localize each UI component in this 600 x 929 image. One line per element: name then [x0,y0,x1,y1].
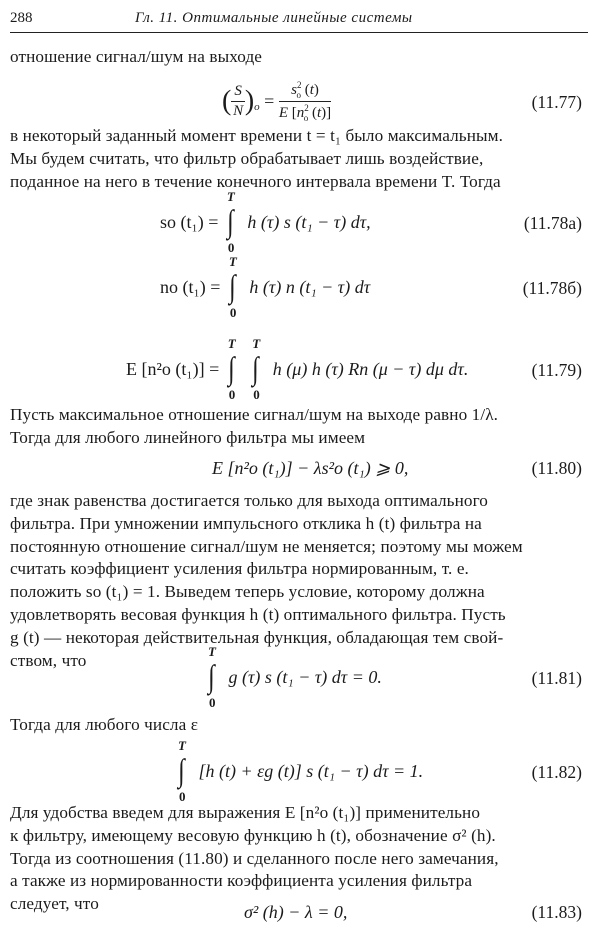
equation-expression: σ² (h) − λ = 0, [244,902,348,922]
integral-sign: ∫ T 0 [227,336,236,402]
text-line: поданное на него в течение конечного интервала времени T. Тогда [10,171,501,191]
equation-number: (11.80) [531,458,582,478]
equation-11-82 [0,738,600,804]
text-line: Для удобства введем для выражения E [n²o (t₁)] применительно [10,803,481,822]
integral-sign: ∫ T 0 [178,738,186,804]
integrand: [h (t) + εg (t)] s (t₁ − τ) dτ = 1. [198,761,424,782]
page-header [10,8,588,32]
equation-11-79 [0,336,600,402]
running-title: Гл. 11. Оптимальные линейные системы [135,10,413,26]
equation-lhs: no (t₁) = [160,277,221,298]
equation-11-81 [0,644,600,710]
equation-number: (11.79) [531,360,582,380]
equation-number: (11.77) [531,92,582,112]
text-line: ством, что [10,650,87,670]
equation-body [174,738,424,804]
paragraph-5 [10,714,588,737]
equation-11-78b [0,254,600,320]
paragraph-3 [10,404,588,450]
equation-lhs: so (t₁) = [160,212,219,233]
equation-expression: E [n²o (t₁)] − λs²o (t₁) ⩾ 0, [212,458,409,478]
integrand: g (τ) s (t₁ − τ) dτ = 0. [228,667,382,688]
text-line: а также из нормированности коэффициента усиления фильтра [10,871,473,891]
integral-sign: ∫ T 0 [226,189,235,255]
integrand: h (τ) s (t₁ − τ) dτ, [247,212,371,233]
text-line: Пусть максимальное отношение сигнал/шум на выходе равно 1/λ. [10,405,499,424]
text-line: Мы будем считать, что фильтр обрабатывает лишь воздействие, [10,148,484,168]
integrand: h (τ) n (t₁ − τ) dτ [249,277,371,298]
text-line: g (t) — некоторая действительная функция, обладающая тем свой- [10,627,504,647]
text-line: фильтра. При умножении импульсного отклика h (t) фильтра на [10,513,482,533]
text-line: постоянную отношение сигнал/шум не меняется; поэтому мы можем [10,536,523,556]
integrand: h (μ) h (τ) Rn (μ − τ) dμ dτ. [272,359,469,380]
text-line: следует, что [10,894,99,914]
text-line: Тогда из соотношения (11.80) и сделанного после него замечания, [10,848,499,868]
equation-lhs: E [n²o (t₁)] = [126,359,220,380]
text-line: в некоторый заданный момент времени t = t₁ было максимальным. [10,126,504,145]
equation-number: (11.81) [531,668,582,688]
equation-body [126,336,469,402]
equation-body [244,902,347,923]
page-number: 288 [10,10,33,26]
equation-number: (11.78а) [523,213,582,233]
equation-number: (11.82) [531,762,582,782]
paragraph-6 [10,802,588,916]
equation-number: (11.83) [531,902,582,922]
integral-sign: ∫ T 0 [228,254,237,320]
equation-body [212,458,408,479]
equation-number: (11.78б) [522,278,582,298]
paragraph-2 [10,125,588,193]
equation-11-77 [0,80,600,130]
equation-body [160,189,371,255]
paragraph-4 [10,490,588,672]
text-line: Тогда для любого линейного фильтра мы имеем [10,427,366,447]
equation-body: ( $\frac{S}{N}$ )$_o$ = $\frac{s^2_o (t)}{E [n^2_o (t)]}$ [222,80,332,123]
equation-11-80 [0,458,600,484]
text-line: положить so (t₁) = 1. Выведем теперь условие, которому должна [10,582,485,602]
equation-11-83 [0,902,600,926]
header-rule [10,32,588,33]
paragraph-1 [10,46,588,69]
text-line: отношение сигнал/шум на выходе [10,47,263,66]
text-line: где знак равенства достигается только для выхода оптимального [10,491,488,510]
equation-11-78a [0,189,600,255]
text-line: считать коэффициент усиления фильтра нормированным, т. е. [10,559,469,579]
text-line: удовлетворять весовая функция h (t) оптимального фильтра. Пусть [10,604,506,624]
integral-sign: ∫ T 0 [208,644,216,710]
text-line: к фильтру, имеющему весовую функцию h (t), обозначение σ² (h). [10,825,496,845]
equation-body [160,254,371,320]
integral-sign: ∫ T 0 [252,336,261,402]
text-line: Тогда для любого числа ε [10,715,199,734]
equation-body [204,644,382,710]
